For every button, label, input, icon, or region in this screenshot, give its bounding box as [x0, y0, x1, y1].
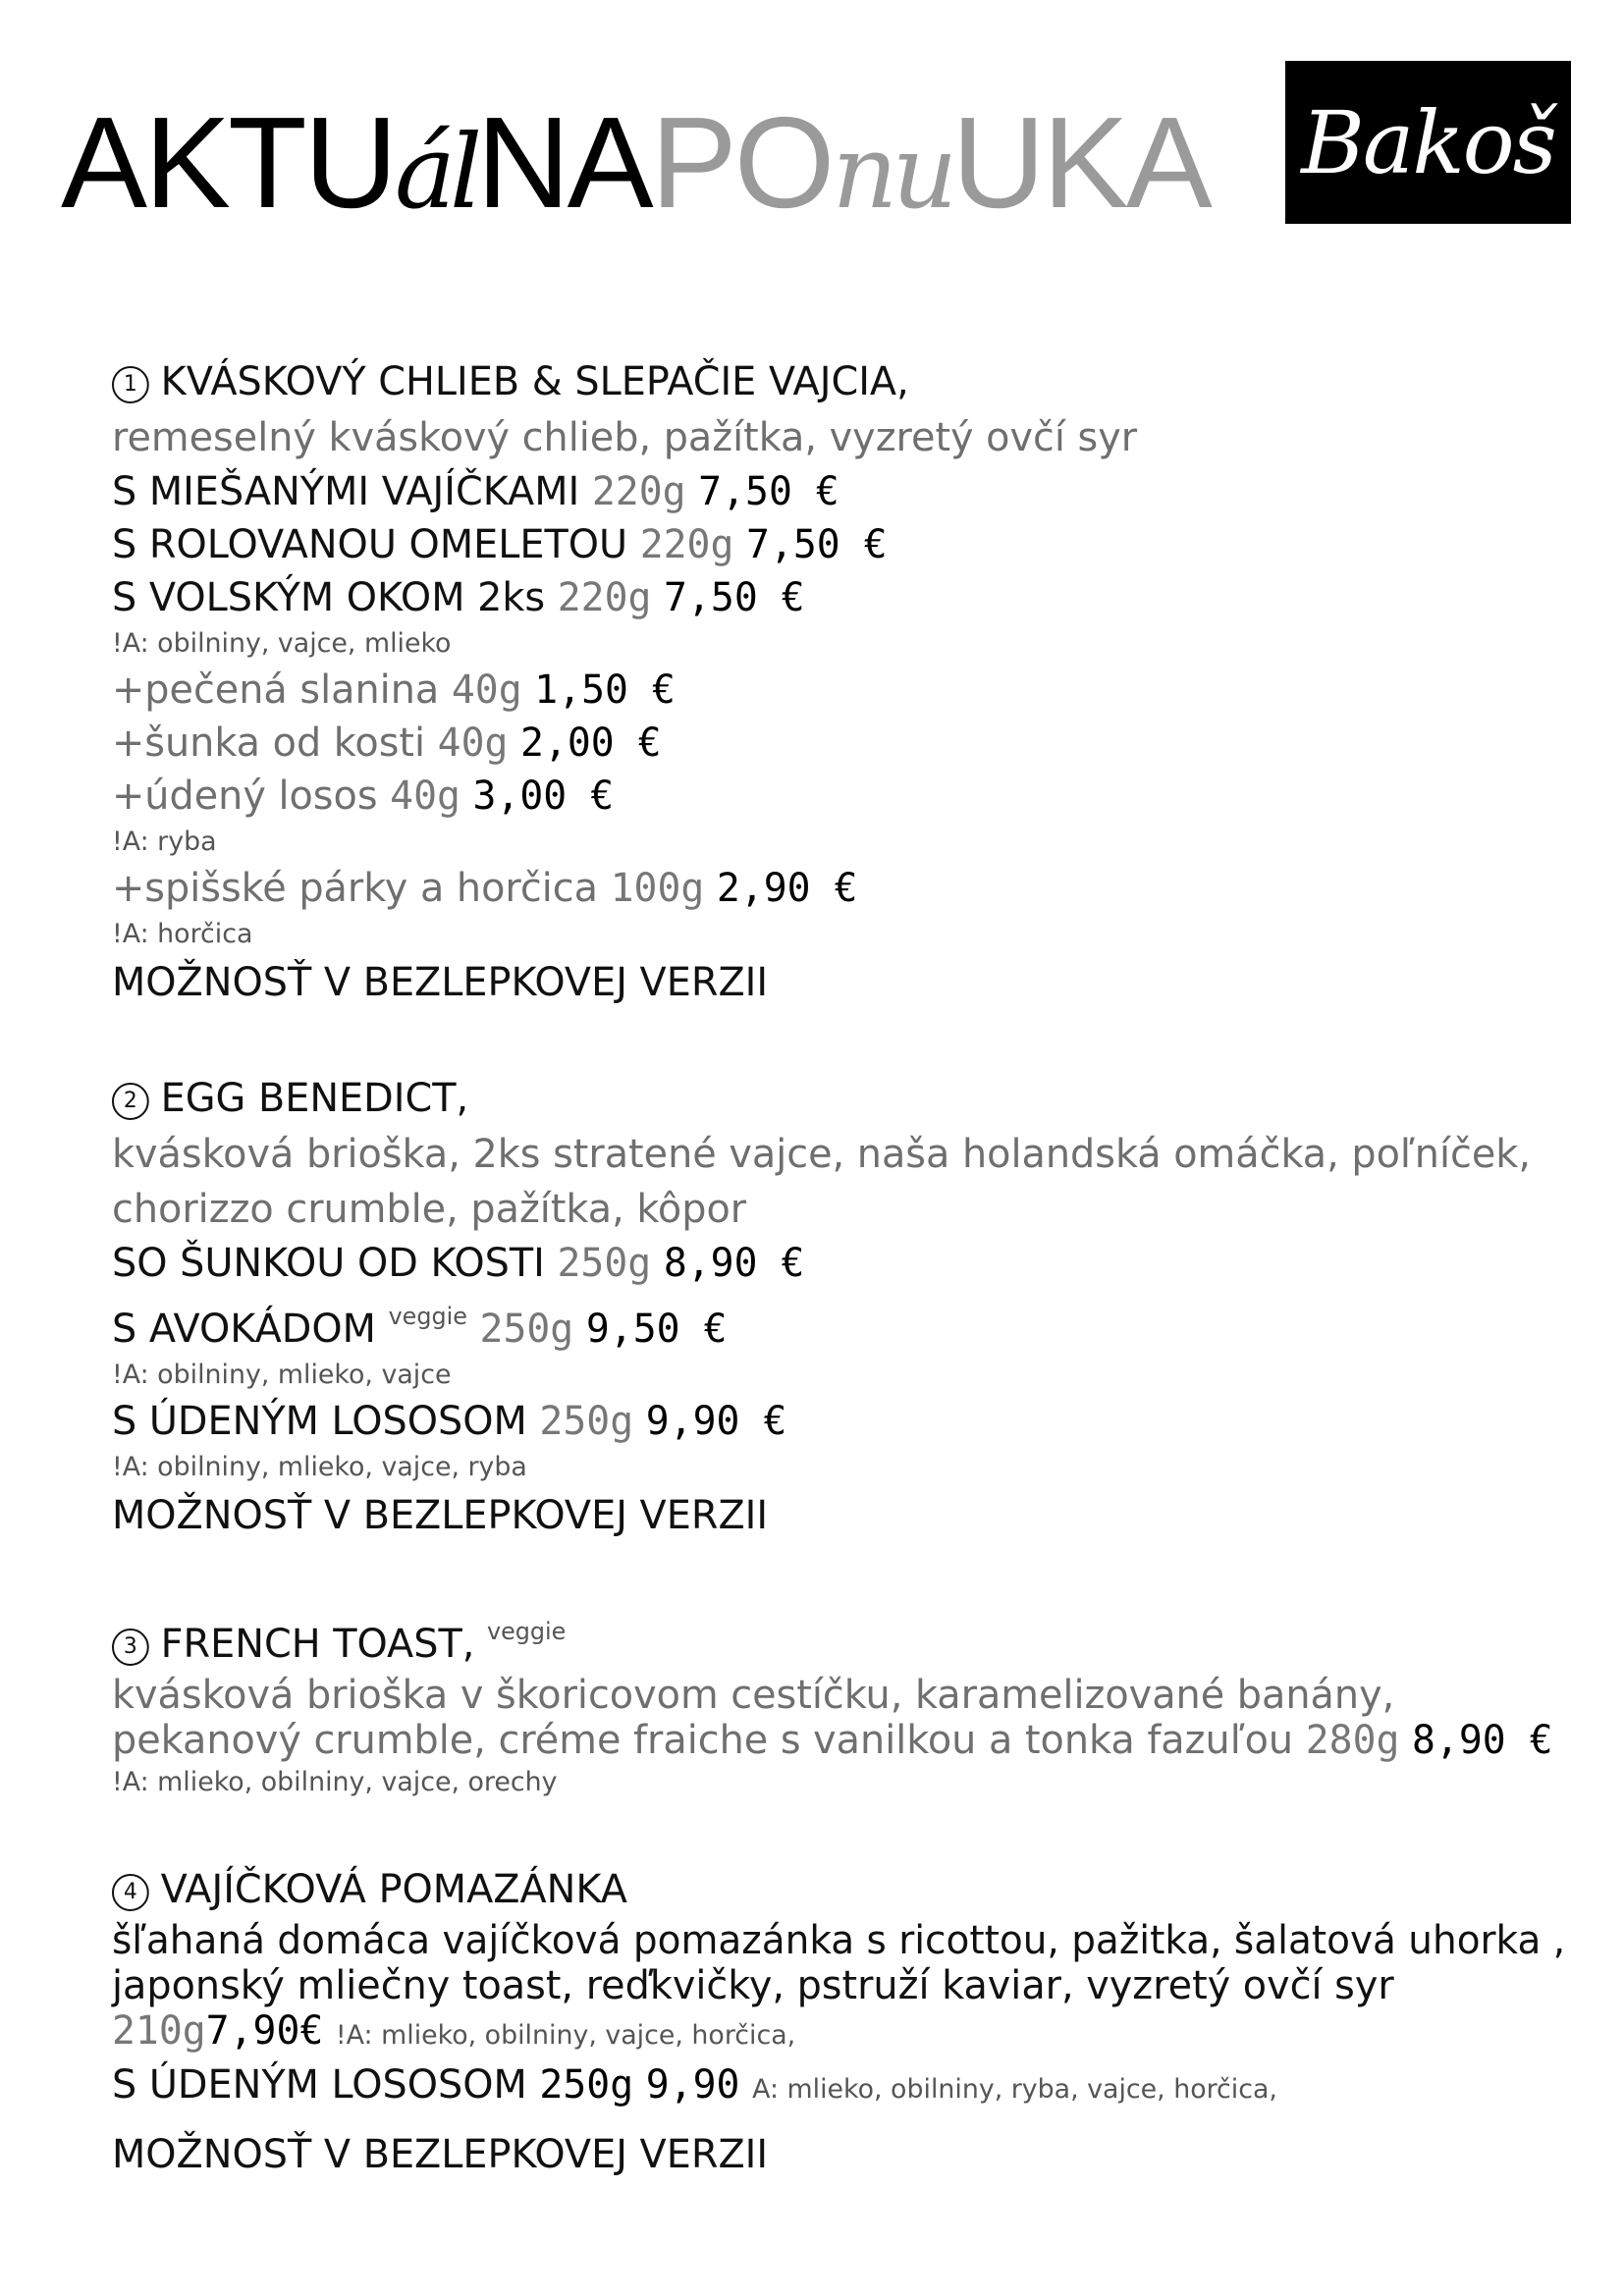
- section-description: pekanový crumble, créme fraiche s vanilkou a tonka fazuľou: [112, 1718, 1294, 1763]
- addon-name: +spišské párky a horčica: [112, 866, 598, 911]
- section-heading: [112, 353, 1565, 410]
- menu: [112, 353, 1575, 2242]
- menu-item: [112, 2058, 1565, 2116]
- item-name: SO ŠUNKOU OD KOSTI: [112, 1241, 545, 1286]
- item-price: 7,50 €: [698, 469, 839, 514]
- menu-section-2: [112, 1070, 1575, 1544]
- item-weight: 250g: [539, 2062, 634, 2108]
- logo: [1285, 61, 1571, 224]
- title-script1: ál: [395, 112, 477, 232]
- menu-section-4: [112, 1861, 1575, 2183]
- allergen-note: !A: mlieko, obilniny, vajce, horčica,: [335, 2020, 796, 2051]
- addon-price: 2,90 €: [716, 866, 858, 911]
- section-heading: [112, 1070, 1565, 1127]
- addon-name: +šunka od kosti: [112, 721, 426, 766]
- gluten-free-note: MOŽNOSŤ V BEZLEPKOVEJ VERZII: [112, 2132, 769, 2177]
- title-script2: nu: [832, 112, 952, 232]
- item-price: 9,90 €: [645, 1399, 787, 1444]
- menu-section-1: [112, 353, 1575, 1011]
- item-price: 7,50 €: [746, 522, 888, 567]
- addon-name: +pečená slanina: [112, 667, 440, 713]
- addon-item: [112, 664, 1565, 717]
- section-number: 1: [112, 366, 149, 403]
- menu-item: [112, 1395, 1565, 1448]
- allergen-note: !A: ryba: [112, 827, 217, 857]
- addon-price: 1,50 €: [534, 667, 676, 713]
- item-price: 9,90: [645, 2062, 740, 2108]
- item-name: S ROLOVANOU OMELETOU: [112, 522, 628, 567]
- section-number: 3: [112, 1629, 149, 1666]
- section-description: remeselný kváskový chlieb, pažítka, vyzretý ovčí syr: [112, 415, 1138, 460]
- item-weight: 220g: [591, 469, 686, 514]
- section-number: 2: [112, 1083, 149, 1120]
- menu-item: [112, 2008, 1565, 2058]
- title-part1: AKTU: [61, 90, 396, 235]
- menu-item: [112, 1290, 1565, 1356]
- title-part3: PO: [650, 90, 833, 235]
- section-title: FRENCH TOAST,: [160, 1622, 475, 1667]
- section-number: 4: [112, 1874, 149, 1911]
- allergen-note: !A: obilniny, mlieko, vajce, ryba: [112, 1452, 527, 1482]
- menu-item: [112, 518, 1565, 571]
- addon-weight: 40g: [451, 667, 522, 713]
- title-part4: UKA: [951, 90, 1210, 235]
- section-heading: [112, 1603, 1565, 1673]
- gluten-free-note: MOŽNOSŤ V BEZLEPKOVEJ VERZII: [112, 1493, 769, 1538]
- item-weight: 220g: [639, 522, 734, 567]
- section-description: šľahaná domáca vajíčková pomazánka s ricottou, pažitka, šalatová uhorka ,: [112, 1918, 1566, 1963]
- menu-section-3: [112, 1603, 1575, 1802]
- section-description: chorizzo crumble, pažítka, kôpor: [112, 1187, 747, 1232]
- allergen-note: A: mlieko, obilniny, ryba, vajce, horčica,: [752, 2074, 1277, 2105]
- item-price: 7,90€: [205, 2008, 324, 2054]
- addon-item: [112, 717, 1565, 770]
- item-price: 9,50 €: [585, 1307, 728, 1352]
- section-title: EGG BENEDICT,: [160, 1076, 469, 1121]
- item-price: 8,90 €: [663, 1241, 805, 1286]
- item-price: 7,50 €: [664, 575, 805, 620]
- addon-weight: 40g: [390, 774, 460, 819]
- addon-weight: 100g: [610, 866, 705, 911]
- item-name: S AVOKÁDOM: [112, 1307, 376, 1352]
- item-weight: 210g: [112, 2008, 206, 2054]
- item-name: S VOLSKÝM OKOM 2ks: [112, 575, 546, 620]
- addon-price: 2,00 €: [520, 721, 662, 766]
- item-price: 8,90 €: [1412, 1718, 1553, 1763]
- item-name: S ÚDENÝM LOSOSOM: [112, 1399, 527, 1444]
- section-description: kvásková brioška v škoricovom cestíčku, karamelizované banány,: [112, 1673, 1395, 1718]
- item-name: S ÚDENÝM LOSOSOM: [112, 2062, 527, 2108]
- item-weight: 250g: [557, 1241, 652, 1286]
- veggie-tag: veggie: [486, 1618, 567, 1645]
- title-part2: NA: [476, 90, 651, 235]
- item-weight: 250g: [539, 1399, 634, 1444]
- section-heading: [112, 1861, 1565, 1918]
- page-title: [61, 90, 1210, 235]
- logo-text: Bakoš: [1301, 91, 1555, 193]
- addon-name: +údený losos: [112, 774, 378, 819]
- addon-weight: 40g: [437, 721, 509, 766]
- addon-item: [112, 770, 1565, 823]
- allergen-note: !A: obilniny, vajce, mlieko: [112, 628, 452, 659]
- item-name: S MIEŠANÝMI VAJÍČKAMI: [112, 469, 580, 514]
- allergen-note: !A: mlieko, obilniny, vajce, orechy: [112, 1767, 558, 1797]
- section-description: kvásková brioška, 2ks stratené vajce, naša holandská omáčka, poľníček,: [112, 1132, 1531, 1177]
- menu-item: [112, 571, 1565, 624]
- menu-item: [112, 465, 1565, 518]
- section-title: KVÁSKOVÝ CHLIEB & SLEPAČIE VAJCIA,: [160, 359, 909, 404]
- section-description: japonský mliečny toast, reďkvičky, pstruží kaviar, vyzretý ovčí syr: [112, 1963, 1394, 2008]
- item-weight: 250g: [479, 1307, 574, 1352]
- section-title: VAJÍČKOVÁ POMAZÁNKA: [160, 1867, 627, 1912]
- item-weight: 220g: [557, 575, 652, 620]
- addon-item: [112, 862, 1565, 915]
- addon-price: 3,00 €: [472, 774, 615, 819]
- veggie-tag: veggie: [388, 1303, 467, 1330]
- allergen-note: !A: obilniny, mlieko, vajce: [112, 1360, 452, 1390]
- allergen-note: !A: horčica: [112, 919, 253, 949]
- section-description-with-price: [112, 1718, 1565, 1763]
- item-weight: 280g: [1305, 1718, 1400, 1763]
- menu-item: [112, 1237, 1565, 1290]
- gluten-free-note: MOŽNOSŤ V BEZLEPKOVEJ VERZII: [112, 960, 769, 1005]
